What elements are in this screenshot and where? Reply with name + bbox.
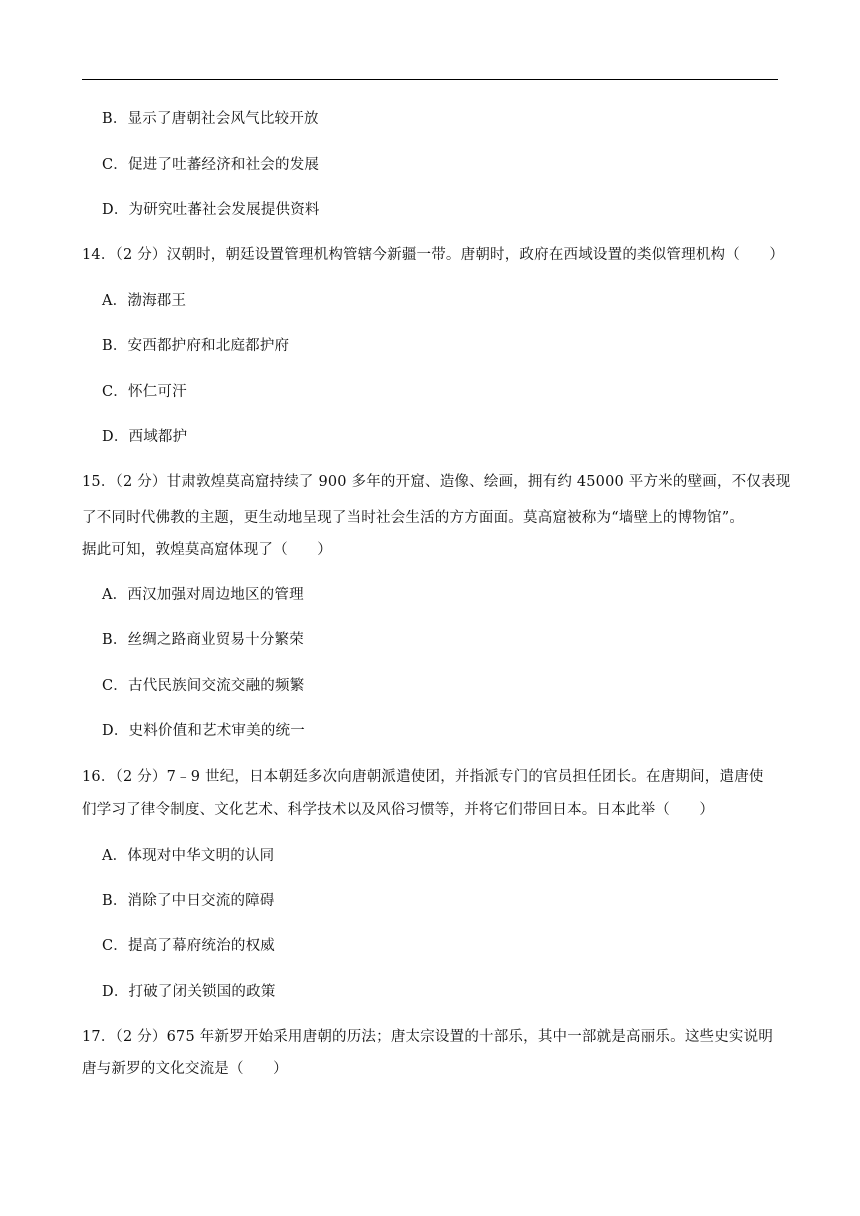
q17-stem-line-2: 唐与新罗的文化交流是（ ）	[82, 1061, 288, 1077]
q13-option-c: C．促进了吐蕃经济和社会的发展	[102, 157, 320, 173]
q15-stem-line-2: 了不同时代佛教的主题，更生动地呈现了当时社会生活的方方面面。莫高窟被称为“墙壁上的博物馆”。	[82, 510, 745, 526]
q14-option-c: C．怀仁可汗	[102, 384, 187, 400]
q13-option-b: B．显示了唐朝社会风气比较开放	[102, 111, 319, 127]
q15-stem-line-1: 15．（2 分）甘肃敦煌莫高窟持续了 900 多年的开窟、造像、绘画，拥有约 45000 平方米的壁画，不仅表现	[82, 474, 791, 490]
q14-option-d: D．西域都护	[102, 429, 188, 445]
q15-option-d: D．史料价值和艺术审美的统一	[102, 723, 305, 739]
q13-option-d: D．为研究吐蕃社会发展提供资料	[102, 202, 320, 218]
q16-option-c: C．提高了幕府统治的权威	[102, 938, 275, 954]
q16-option-d: D．打破了闭关锁国的政策	[102, 984, 276, 1000]
q16-option-b: B．消除了中日交流的障碍	[102, 893, 275, 909]
q14-stem: 14．（2 分）汉朝时，朝廷设置管理机构管辖今新疆一带。唐朝时，政府在西域设置的类似管理机构（ ）	[82, 247, 785, 263]
q16-stem-line-2: 们学习了律令制度、文化艺术、科学技术以及风俗习惯等，并将它们带回日本。日本此举（ ）	[82, 802, 715, 818]
header-rule	[82, 79, 778, 80]
q15-option-a: A．西汉加强对周边地区的管理	[102, 587, 304, 603]
q14-option-a: A．渤海郡王	[102, 293, 187, 309]
q16-stem-line-1: 16．（2 分）7﹣9 世纪，日本朝廷多次向唐朝派遣使团，并指派专门的官员担任团长。在唐期间，遣唐使	[82, 769, 764, 785]
q15-stem-line-3: 据此可知，敦煌莫高窟体现了（ ）	[82, 542, 332, 558]
q15-option-c: C．古代民族间交流交融的频繁	[102, 678, 305, 694]
q15-option-b: B．丝绸之路商业贸易十分繁荣	[102, 632, 304, 648]
q17-stem-line-1: 17．（2 分）675 年新罗开始采用唐朝的历法；唐太宗设置的十部乐，其中一部就是高丽乐。这些史实说明	[82, 1029, 774, 1045]
q16-option-a: A．体现对中华文明的认同	[102, 848, 275, 864]
q14-option-b: B．安西都护府和北庭都护府	[102, 338, 290, 354]
